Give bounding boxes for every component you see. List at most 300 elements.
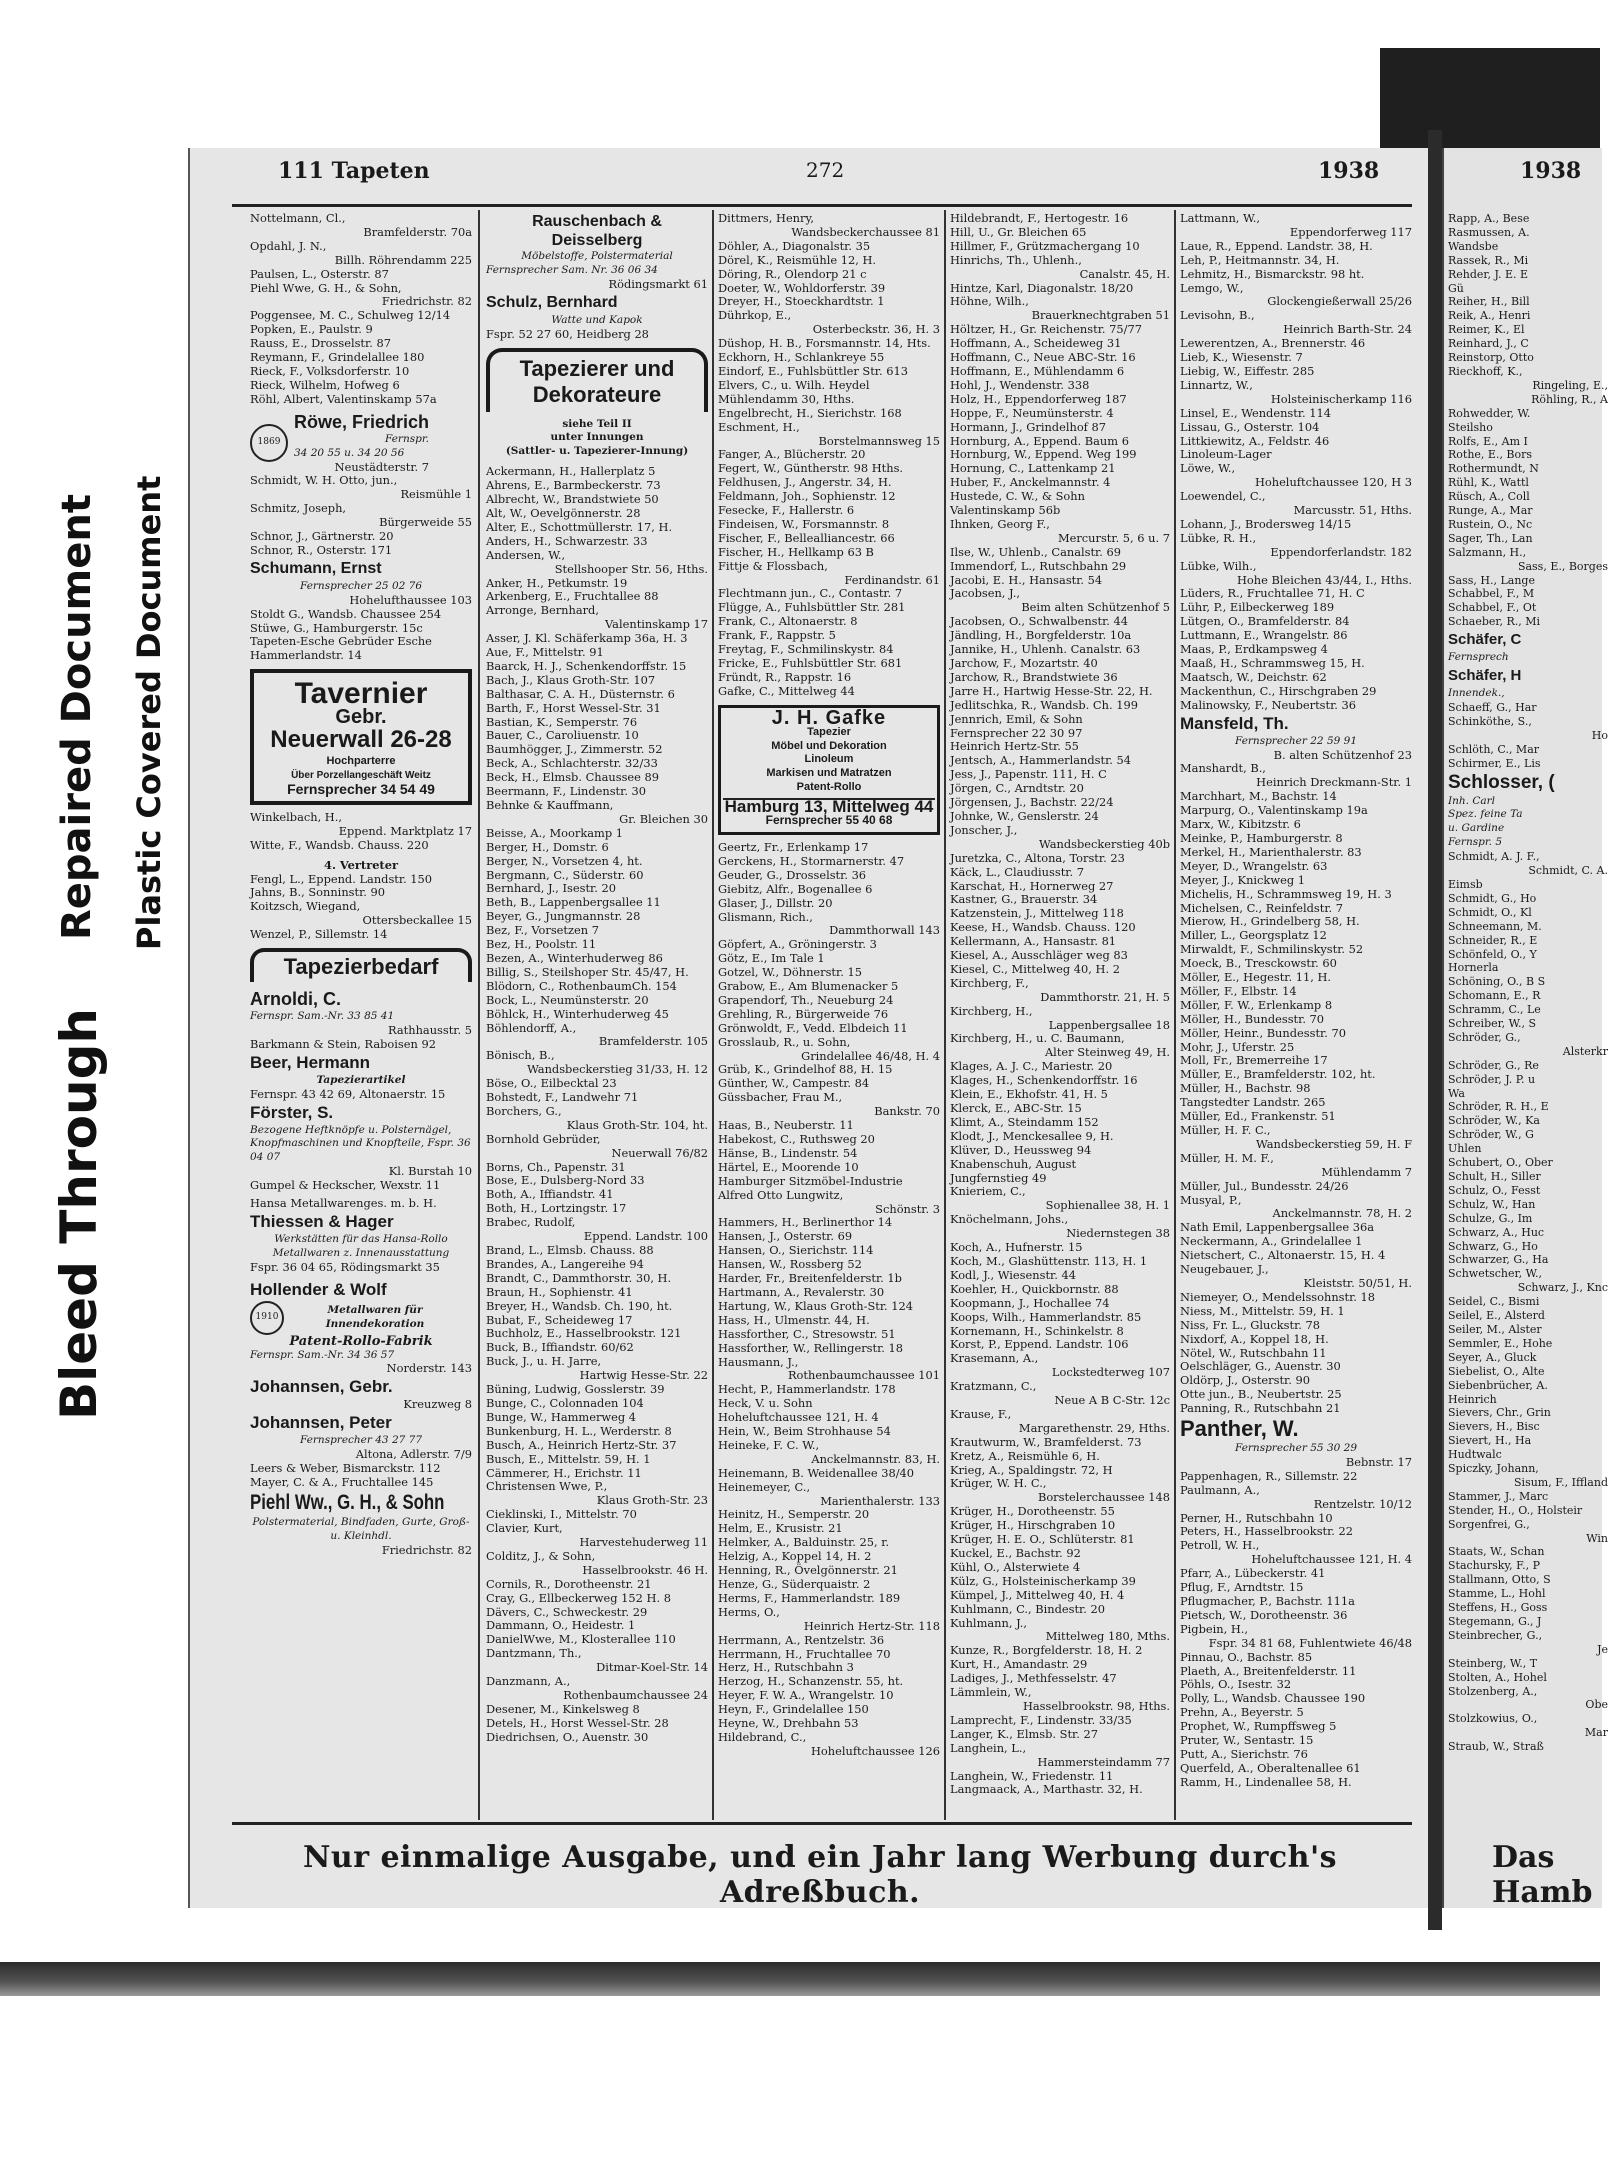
directory-entry: Bunge, W., Hammerweg 4 bbox=[486, 1409, 637, 1424]
directory-entry: Runge, A., Mar bbox=[1448, 504, 1533, 518]
directory-entry: Paulsen, L., Osterstr. 87 bbox=[250, 266, 389, 281]
directory-entry: Grapendorf, Th., Neueburg 24 bbox=[718, 992, 894, 1007]
directory-entry: Hansen, W., Rossberg 52 bbox=[718, 1257, 862, 1272]
directory-entry: Linoleum-Lager bbox=[1180, 447, 1272, 462]
directory-entry: Levisohn, B., bbox=[1180, 308, 1255, 323]
directory-entry: Geertz, Fr., Erlenkamp 17 bbox=[718, 839, 869, 854]
entry-list bbox=[250, 873, 472, 943]
directory-entry: Busch, A., Heinrich Hertz-Str. 37 bbox=[486, 1437, 677, 1452]
directory-entry: Juretzka, C., Altona, Torstr. 23 bbox=[950, 850, 1125, 865]
directory-entry: Peters, H., Hasselbrookstr. 22 bbox=[1180, 1524, 1354, 1539]
directory-entry: Polly, L., Wandsb. Chaussee 190 bbox=[1180, 1691, 1366, 1706]
johannsen-peter-address: Altona, Adlerstr. 7/9 bbox=[355, 1447, 472, 1462]
directory-entry: Hasselbrookstr. 98, Hths. bbox=[1022, 1698, 1170, 1713]
entry-list bbox=[950, 212, 1170, 1797]
directory-entry: Mittelweg 180, Mths. bbox=[1045, 1629, 1170, 1644]
directory-entry: Spiczky, Johann, bbox=[1448, 1462, 1539, 1476]
directory-entry: Kornemann, H., Schinkelstr. 8 bbox=[950, 1323, 1124, 1338]
directory-entry: Winkelbach, H., bbox=[250, 809, 342, 824]
directory-entry: Lütgen, O., Bramfelderstr. 84 bbox=[1180, 614, 1350, 629]
book-gutter bbox=[1428, 130, 1442, 1930]
directory-entry: Popken, E., Paulstr. 9 bbox=[250, 322, 373, 337]
directory-entry: Gotzel, W., Döhnerstr. 15 bbox=[718, 965, 862, 980]
directory-entry: Plaeth, A., Breitenfelderstr. 11 bbox=[1180, 1663, 1357, 1678]
directory-entry: Siebenbrücher, A. bbox=[1448, 1378, 1548, 1392]
directory-entry: Schöning, O., B S bbox=[1448, 975, 1546, 989]
directory-entry: Jungfernstieg 49 bbox=[950, 1170, 1047, 1185]
directory-entry: Jarchow, R., Brandstwiete 36 bbox=[950, 669, 1118, 684]
directory-entry: Hornburg, W., Eppend. Weg 199 bbox=[950, 447, 1137, 462]
directory-entry: Hintze, Karl, Diagonalstr. 18/20 bbox=[950, 280, 1134, 295]
directory-entry: Mühlendamm 30, Hths. bbox=[718, 391, 855, 406]
directory-entry: Margarethenstr. 29, Hths. bbox=[1018, 1420, 1170, 1435]
directory-entry: Schwarz, G., Ho bbox=[1448, 1239, 1538, 1253]
directory-entry: Grehling, R., Bürgerweide 76 bbox=[718, 1006, 889, 1021]
directory-entry: Hammerlandstr. 14 bbox=[250, 648, 362, 663]
directory-entry: Külz, G., Holsteinischerkamp 39 bbox=[950, 1573, 1136, 1588]
page-number: 272 bbox=[806, 158, 845, 182]
directory-entry: Valentinskamp 17 bbox=[605, 617, 708, 632]
directory-entry: Hecht, P., Hammerlandstr. 178 bbox=[718, 1382, 896, 1397]
directory-entry: Götz, E., Im Tale 1 bbox=[718, 951, 825, 966]
directory-entry: Pinnau, O., Bachstr. 85 bbox=[1180, 1649, 1313, 1664]
directory-entry: Hohe Bleichen 43/44, I., Hths. bbox=[1236, 572, 1412, 587]
rowe-entry bbox=[250, 411, 472, 475]
directory-entry: Harder, Fr., Breitenfelderstr. 1b bbox=[718, 1271, 902, 1286]
directory-entry: Poggensee, M. C., Schulweg 12/14 bbox=[250, 308, 451, 323]
thiessen-name: Thiessen & Hager bbox=[250, 1211, 394, 1231]
directory-entry: Schabbel, F., Ot bbox=[1448, 601, 1537, 615]
directory-entry: Flügge, A., Fuhlsbüttler Str. 281 bbox=[718, 600, 906, 615]
directory-entry: Eppendorferweg 117 bbox=[1289, 224, 1412, 239]
directory-entry: Hartung, W., Klaus Groth-Str. 124 bbox=[718, 1298, 913, 1313]
directory-entry: Lehmitz, H., Bismarckstr. 98 ht. bbox=[1180, 266, 1365, 281]
panther-phone: Fernsprecher 55 30 29 bbox=[1234, 1442, 1358, 1455]
directory-entry: Fricke, E., Fuhlsbüttler Str. 681 bbox=[718, 656, 903, 670]
directory-entry: Braun, H., Sophienstr. 41 bbox=[486, 1284, 633, 1299]
directory-entry: Linsel, E., Wendenstr. 114 bbox=[1180, 405, 1332, 420]
directory-entry: Wa bbox=[1448, 1086, 1465, 1100]
directory-entry: Hornerla bbox=[1448, 961, 1499, 975]
forster-desc: Bezogene Heftknöpfe u. Polsternägel, Knopfmaschinen und Knopfteile, Fspr. 36 04 07 bbox=[250, 1123, 471, 1164]
directory-entry: Uhlen bbox=[1448, 1142, 1482, 1156]
directory-entry: Dävers, C., Schweckestr. 29 bbox=[486, 1604, 648, 1619]
directory-entry: Balthasar, C. A. H., Düsternstr. 6 bbox=[486, 686, 675, 701]
entry-list bbox=[1180, 762, 1412, 1416]
directory-entry: Jess, J., Papenstr. 111, H. C bbox=[950, 767, 1107, 782]
repaired-document-label: Repaired Document bbox=[54, 494, 100, 940]
directory-entry: Hammers, H., Berlinerthor 14 bbox=[718, 1215, 893, 1230]
directory-entry: Klerck, E., ABC-Str. 15 bbox=[950, 1101, 1082, 1115]
directory-entry: Koehler, H., Quickbornstr. 88 bbox=[950, 1281, 1119, 1296]
hollender-address: Norderstr. 143 bbox=[386, 1361, 472, 1376]
directory-entry: DanielWwe, M., Klosterallee 110 bbox=[486, 1632, 676, 1647]
directory-entry: Rassek, R., Mi bbox=[1448, 253, 1529, 267]
directory-entry: Reismühle 1 bbox=[400, 487, 472, 502]
directory-entry: Petroll, W. H., bbox=[1180, 1538, 1260, 1553]
directory-entry: Hoppe, F., Neumünsterstr. 4 bbox=[950, 405, 1114, 420]
directory-entry: Obe bbox=[1585, 1698, 1608, 1712]
directory-entry: Littkiewitz, A., Feldstr. 46 bbox=[1180, 433, 1330, 448]
directory-entry: Bunge, C., Colonnaden 104 bbox=[486, 1395, 644, 1410]
directory-entry: Nath Emil, Lappenbergsallee 36a bbox=[1180, 1220, 1375, 1235]
directory-entry: Asser, J. Kl. Schäferkamp 36a, H. 3 bbox=[486, 631, 688, 646]
next-page-column bbox=[1448, 212, 1608, 1754]
directory-entry: Herms, O., bbox=[718, 1604, 780, 1619]
rauschenbach-desc: Möbelstoffe, Polstermaterial bbox=[521, 250, 673, 262]
directory-entry: Win bbox=[1586, 1531, 1608, 1545]
arnoldi-address: Rathhausstr. 5 bbox=[388, 1022, 472, 1037]
column-separator bbox=[712, 210, 714, 1820]
directory-entry: Findeisen, W., Forsmannstr. 8 bbox=[718, 516, 890, 531]
directory-entry: Neue A B C-Str. 12c bbox=[1054, 1393, 1170, 1408]
directory-entry: Mackenthun, C., Hirschgraben 29 bbox=[1180, 683, 1377, 698]
directory-entry: Schirmer, E., Lis bbox=[1448, 756, 1541, 770]
directory-entry: Bez, H., Poolstr. 11 bbox=[486, 937, 597, 952]
directory-entry: Ringeling, E., bbox=[1532, 378, 1608, 392]
directory-entry: Prehn, A., Beyerstr. 5 bbox=[1180, 1705, 1304, 1720]
directory-entry: Fernspr. 5 bbox=[1448, 836, 1503, 849]
directory-entry: Rauss, E., Drosselstr. 87 bbox=[250, 336, 391, 351]
directory-entry: Stamme, L., Hohl bbox=[1448, 1587, 1546, 1601]
directory-entry: Stegemann, G., J bbox=[1448, 1615, 1542, 1628]
directory-entry: Sievers, H., Bisc bbox=[1448, 1420, 1540, 1434]
directory-entry: Arronge, Bernhard, bbox=[486, 603, 599, 618]
directory-entry: Grabow, E., Am Blumenacker 5 bbox=[718, 979, 899, 994]
directory-entry: Schröder, W., Ka bbox=[1448, 1114, 1540, 1128]
tapezierer-title: Tapezierer und bbox=[519, 355, 675, 381]
directory-entry: Kretz, A., Reismühle 6, H. bbox=[950, 1448, 1100, 1463]
directory-entry: Laue, R., Eppend. Landstr. 38, H. bbox=[1180, 238, 1373, 253]
gafke-title: J. H. Gafke bbox=[771, 706, 887, 729]
johannsen-peter-phone: Fernsprecher 43 27 77 bbox=[299, 1434, 423, 1447]
directory-entry: Jacobi, E. H., Hansastr. 54 bbox=[950, 572, 1103, 587]
directory-entry: Gerckens, H., Stormarnerstr. 47 bbox=[718, 853, 905, 868]
directory-entry: Witte, F., Wandsb. Chauss. 220 bbox=[250, 837, 429, 852]
directory-entry: Ditmar-Koel-Str. 14 bbox=[596, 1660, 708, 1675]
directory-entry: Staats, W., Schan bbox=[1448, 1545, 1545, 1559]
directory-entry: Schinköthe, S., bbox=[1448, 714, 1532, 728]
directory-entry: Leers & Weber, Bismarckstr. 112 bbox=[250, 1461, 441, 1476]
directory-entry: Schönfeld, O., Y bbox=[1448, 947, 1537, 961]
directory-entry: Harvestehuderweg 11 bbox=[579, 1535, 708, 1550]
directory-entry: Kuckel, E., Bachstr. 92 bbox=[950, 1546, 1081, 1560]
directory-entry: Eschment, H., bbox=[718, 419, 800, 434]
directory-entry: Lamprecht, F., Lindenstr. 33/35 bbox=[950, 1712, 1132, 1727]
directory-entry: Seilel, E., Alsterd bbox=[1448, 1309, 1545, 1323]
barkmann-entry: Barkmann & Stein, Raboisen 92 bbox=[250, 1036, 436, 1051]
directory-entry: Hudtwalc bbox=[1448, 1448, 1502, 1462]
directory-entry: Cray, G., Ellbeckerweg 152 H. 8 bbox=[486, 1590, 671, 1605]
directory-entry: u. Gardine bbox=[1448, 822, 1505, 835]
tavernier-floor: Hochparterre bbox=[326, 755, 396, 768]
directory-entry: Stallmann, Otto, S bbox=[1448, 1573, 1551, 1587]
directory-entry: Beisse, A., Moorkamp 1 bbox=[486, 825, 623, 840]
directory-entry: Nottelmann, Cl., bbox=[250, 211, 346, 225]
directory-entry: Henze, G., Süderquaistr. 2 bbox=[718, 1577, 871, 1591]
directory-entry: Steffens, H., Goss bbox=[1448, 1601, 1548, 1615]
directory-entry: Reik, A., Henri bbox=[1448, 309, 1531, 323]
directory-entry: Herrmann, H., Fruchtallee 70 bbox=[718, 1646, 891, 1661]
bleed-through-label: Bleed Through bbox=[50, 1008, 108, 1420]
mansfeld-phone: Fernsprecher 22 59 91 bbox=[1234, 734, 1358, 747]
directory-entry: Klages, H., Schenkendorffstr. 16 bbox=[950, 1073, 1138, 1088]
directory-entry: Heck, V. u. Sohn bbox=[718, 1396, 813, 1411]
directory-entry: Osterbeckstr. 36, H. 3 bbox=[812, 322, 940, 337]
directory-entry: Bramfelderstr. 105 bbox=[598, 1034, 708, 1049]
directory-entry: Schulz, O., Fesst bbox=[1448, 1183, 1541, 1197]
directory-entry: Kirchberg, H., u. C. Baumann, bbox=[950, 1031, 1125, 1046]
directory-entry: Röhl, Albert, Valentinskamp 57a bbox=[250, 391, 437, 406]
directory-entry: Billh. Röhrendamm 225 bbox=[334, 252, 472, 267]
directory-entry: Ho bbox=[1591, 728, 1608, 742]
directory-entry: Ilse, W., Uhlenb., Canalstr. 69 bbox=[950, 544, 1121, 559]
directory-entry: Schramm, C., Le bbox=[1448, 1003, 1541, 1017]
column-4 bbox=[950, 212, 1170, 1812]
directory-entry: Güssbacher, Frau M., bbox=[718, 1090, 843, 1105]
directory-entry: Habekost, C., Ruthsweg 20 bbox=[718, 1132, 875, 1146]
tavernier-sub: Gebr. bbox=[335, 706, 387, 729]
rowe-seal-icon: 1869 bbox=[250, 424, 288, 462]
directory-entry: Mühlendamm 7 bbox=[1321, 1164, 1412, 1179]
directory-entry: Luttmann, E., Wrangelstr. 86 bbox=[1180, 628, 1348, 643]
directory-entry: Nixdorf, A., Koppel 18, H. bbox=[1180, 1331, 1329, 1346]
directory-entry: Klein, E., Ekhofstr. 41, H. 5 bbox=[950, 1087, 1108, 1102]
directory-entry: Frank, C., Altonaerstr. 8 bbox=[718, 614, 858, 629]
directory-entry: Kiesel, C., Mittelweg 40, H. 2 bbox=[950, 961, 1120, 976]
directory-entry: Düshop, H. B., Forsmannstr. 14, Hts. bbox=[718, 336, 931, 351]
directory-entry: Andersen, W., bbox=[486, 547, 566, 562]
entry-list bbox=[486, 465, 708, 1744]
arnoldi-name: Arnoldi, C. bbox=[250, 988, 341, 1009]
directory-entry: Krasemann, A., bbox=[950, 1351, 1039, 1366]
directory-entry: Doeter, W., Wohldorferstr. 39 bbox=[718, 280, 886, 295]
directory-entry: Cornils, R., Dorotheenstr. 21 bbox=[486, 1576, 652, 1591]
directory-entry: Rühl, K., Wattl bbox=[1448, 476, 1529, 490]
directory-entry: Kuhlmann, C., Bindestr. 20 bbox=[950, 1601, 1105, 1616]
directory-entry: Billig, S., Steilshoper Str. 45/47, H. bbox=[486, 964, 689, 979]
directory-entry: Hoheluftchaussee 121, H. 4 bbox=[1251, 1552, 1412, 1567]
directory-entry: Göpfert, A., Gröningerstr. 3 bbox=[718, 937, 877, 952]
directory-entry: Fischer, F., Bellealliancestr. 66 bbox=[718, 530, 895, 545]
directory-entry: Mirwaldt, F., Schmilinskystr. 52 bbox=[1180, 942, 1364, 957]
directory-entry: Schröder, W., G bbox=[1448, 1128, 1534, 1142]
directory-entry: Eppend. Landstr. 100 bbox=[583, 1229, 708, 1244]
directory-entry: Schröder, G., bbox=[1448, 1030, 1521, 1044]
directory-entry: Rolfs, E., Am I bbox=[1448, 434, 1528, 448]
directory-entry: Lühr, P., Eilbeckerweg 189 bbox=[1180, 600, 1335, 615]
directory-entry: Anders, H., Schwarzestr. 33 bbox=[486, 533, 648, 548]
rowe-name: Röwe, Friedrich bbox=[294, 411, 430, 432]
directory-entry: Friedrichstr. 82 bbox=[381, 294, 472, 309]
schulz-phone: Fspr. 52 27 60, Heidberg 28 bbox=[486, 326, 649, 341]
directory-entry: Koitzsch, Wiegand, bbox=[250, 899, 361, 914]
hollender-sub: Metallwaren für Innendekoration bbox=[325, 1303, 425, 1330]
directory-entry: Herz, H., Rutschbahn 3 bbox=[718, 1660, 854, 1675]
directory-entry: Koopmann, J., Hochallee 74 bbox=[950, 1295, 1110, 1310]
directory-entry: Steinbrecher, G., bbox=[1448, 1628, 1543, 1642]
directory-entry: Kuhlmann, J., bbox=[950, 1615, 1028, 1630]
directory-entry: Bezen, A., Winterhuderweg 86 bbox=[486, 950, 663, 965]
directory-entry: Jändling, H., Borgfelderstr. 10a bbox=[950, 628, 1132, 643]
directory-entry: Glaser, J., Dillstr. 20 bbox=[718, 895, 833, 910]
directory-entry: Piehl Wwe, G. H., & Sohn, bbox=[250, 280, 402, 295]
directory-entry: Hoffmann, A., Scheideweg 31 bbox=[950, 336, 1122, 351]
next-page-footer: Das Hamb bbox=[1492, 1840, 1593, 1910]
directory-entry: Buck, B., Iffiandstr. 60/62 bbox=[486, 1340, 634, 1355]
hollender-block bbox=[250, 1301, 472, 1335]
directory-entry: Hillmer, F., Grützmachergang 10 bbox=[950, 238, 1140, 253]
directory-entry: Stammer, J., Marc bbox=[1448, 1489, 1549, 1503]
directory-entry: Hill, U., Gr. Bleichen 65 bbox=[950, 224, 1087, 239]
directory-entry: Freytag, F., Schmilinskystr. 84 bbox=[718, 642, 894, 657]
hollender-name: Hollender & Wolf bbox=[250, 1279, 387, 1299]
directory-entry: Keese, H., Wandsb. Chauss. 120 bbox=[950, 920, 1136, 935]
directory-entry: Lattmann, W., bbox=[1180, 211, 1260, 225]
tavernier-ad bbox=[250, 669, 472, 805]
directory-entry: Beck, A., Schlachterstr. 32/33 bbox=[486, 756, 658, 771]
directory-entry: Rustein, O., Nc bbox=[1448, 517, 1533, 531]
entry-list bbox=[718, 841, 940, 1759]
directory-entry: Brabec, Rudolf, bbox=[486, 1215, 576, 1230]
directory-entry: Straub, W., Straß bbox=[1448, 1740, 1544, 1754]
directory-entry: Geuder, G., Drosselstr. 36 bbox=[718, 867, 867, 882]
directory-entry: Hartwig Hesse-Str. 22 bbox=[579, 1368, 708, 1383]
directory-entry: Spez. feine Ta bbox=[1448, 808, 1523, 821]
tapezierer-under: unter Innungen bbox=[550, 431, 644, 444]
scan-bottom-shadow bbox=[0, 1962, 1600, 1996]
column-2 bbox=[486, 212, 708, 1812]
directory-entry: Maas, P., Erdkampsweg 4 bbox=[1180, 642, 1328, 657]
directory-entry: Schwarz, A., Huc bbox=[1448, 1225, 1545, 1239]
directory-entry: Sager, Th., Lan bbox=[1448, 531, 1533, 545]
directory-entry: Möller, F. W., Erlenkamp 8 bbox=[1180, 997, 1333, 1012]
directory-entry: Steinberg, W., T bbox=[1448, 1656, 1538, 1670]
directory-entry: Valentinskamp 56b bbox=[950, 503, 1061, 518]
rowe-phone-label: Fernspr. bbox=[385, 432, 430, 445]
forster-address: Kl. Burstah 10 bbox=[388, 1164, 472, 1179]
column-1 bbox=[250, 212, 472, 1812]
gafke-ad bbox=[718, 705, 940, 835]
directory-entry: Ramm, H., Lindenallee 58, H. bbox=[1180, 1774, 1352, 1789]
directory-entry: Härtel, E., Moorende 10 bbox=[718, 1159, 859, 1174]
mansfeld-address: B. alten Schützenhof 23 bbox=[1273, 747, 1412, 762]
directory-entry: Hansen, J., Osterstr. 69 bbox=[718, 1229, 853, 1244]
rowe-address: Neustädterstr. 7 bbox=[334, 459, 430, 474]
directory-entry: Schreiber, W., S bbox=[1448, 1017, 1537, 1031]
entry-list bbox=[250, 1462, 472, 1490]
directory-entry: Detels, H., Horst Wessel-Str. 28 bbox=[486, 1715, 669, 1730]
directory-entry: Beth, B., Lappenbergsallee 11 bbox=[486, 895, 661, 910]
directory-entry: Schröder, G., Re bbox=[1448, 1058, 1539, 1072]
directory-entry: Schmidt, C. A. bbox=[1528, 864, 1608, 878]
beer-sub: Tapezierartikel bbox=[316, 1073, 406, 1086]
directory-entry: Heyn, F., Grindelallee 150 bbox=[718, 1702, 869, 1717]
directory-entry: Lübke, Wilh., bbox=[1180, 558, 1257, 573]
directory-entry: Kirchberg, F., bbox=[950, 975, 1029, 990]
directory-entry: Loewendel, C., bbox=[1180, 489, 1266, 504]
directory-entry: Schulze, G., Im bbox=[1448, 1211, 1533, 1225]
directory-entry: Ladiges, J., Methfesselstr. 47 bbox=[950, 1671, 1117, 1686]
directory-entry: Neckermann, A., Grindelallee 1 bbox=[1180, 1234, 1363, 1249]
directory-entry: Dreyer, H., Stoeckhardtstr. 1 bbox=[718, 294, 885, 309]
directory-entry: Dammann, O., Heidestr. 1 bbox=[486, 1618, 636, 1633]
schumann-phone: Fernsprecher 25 02 76 bbox=[299, 579, 423, 592]
tapezierer-banner bbox=[486, 348, 708, 412]
directory-entry: Lockstedterweg 107 bbox=[1051, 1365, 1170, 1380]
directory-entry: Miller, L., Georgsplatz 12 bbox=[1180, 928, 1327, 943]
gafke-line3: Möbel und Dekoration bbox=[771, 739, 887, 752]
directory-entry: Wandsbeckerstieg 40b bbox=[1039, 836, 1170, 851]
directory-entry: Sievers, Chr., Grin bbox=[1448, 1406, 1551, 1420]
directory-entry: Kiesel, A., Ausschläger weg 83 bbox=[950, 948, 1128, 963]
directory-entry: Wandsbe bbox=[1448, 239, 1499, 253]
directory-entry: Krüger, H., Hirschgraben 10 bbox=[950, 1518, 1116, 1533]
directory-entry: Hass, H., Ulmenstr. 44, H. bbox=[718, 1312, 870, 1327]
directory-entry: Hausmann, J., bbox=[718, 1354, 799, 1369]
thiessen-phone: Fspr. 36 04 65, Rödingsmarkt 35 bbox=[250, 1259, 440, 1274]
directory-entry: Hoheluftchaussee 126 bbox=[810, 1743, 940, 1758]
directory-entry: Schönstr. 3 bbox=[875, 1201, 940, 1216]
directory-entry: Perner, H., Rutschbahn 10 bbox=[1180, 1510, 1333, 1525]
directory-entry: Tangstedter Landstr. 265 bbox=[1180, 1095, 1326, 1110]
directory-entry: Alter, E., Schottmüllerstr. 17, H. bbox=[486, 519, 673, 534]
directory-entry: Marcusstr. 51, Hths. bbox=[1293, 503, 1412, 518]
directory-entry: Möller, Heinr., Bundesstr. 70 bbox=[1180, 1025, 1346, 1040]
directory-entry: Sisum, F., Iffland bbox=[1514, 1475, 1608, 1489]
directory-entry: Helzig, A., Koppel 14, H. 2 bbox=[718, 1549, 872, 1564]
directory-entry: Beermann, F., Lindenstr. 30 bbox=[486, 784, 647, 799]
directory-entry: Seidel, C., Bismi bbox=[1448, 1295, 1540, 1309]
directory-entry: Wandsbeckerstieg 59, H. F bbox=[1255, 1136, 1412, 1151]
directory-entry: Beck, H., Elmsb. Chaussee 89 bbox=[486, 770, 660, 785]
tapezierbedarf-title: Tapezierbedarf bbox=[283, 954, 439, 980]
directory-entry: Hassforther, C., Stresowstr. 51 bbox=[718, 1326, 896, 1341]
directory-entry: Hildebrand, C., bbox=[718, 1729, 807, 1744]
directory-entry: Rieck, Wilhelm, Hofweg 6 bbox=[250, 377, 400, 392]
directory-entry: Ferdinandstr. 61 bbox=[844, 572, 940, 587]
directory-entry: Lemgo, W., bbox=[1180, 280, 1244, 295]
next-schafer-h-sub: Innendek., bbox=[1448, 687, 1505, 700]
directory-entry: Diedrichsen, O., Auenstr. 30 bbox=[486, 1729, 649, 1744]
directory-entry: Pöhls, O., Isestr. 32 bbox=[1180, 1677, 1292, 1692]
directory-entry: Flechtmann jun., C., Contastr. 7 bbox=[718, 586, 903, 601]
directory-entry: Krüger, H. E. O., Schlüterstr. 81 bbox=[950, 1532, 1135, 1547]
gafke-phone: Fernsprecher 55 40 68 bbox=[765, 813, 893, 828]
directory-entry: Paulmann, A., bbox=[1180, 1482, 1260, 1497]
directory-entry: Borstelerchaussee 148 bbox=[1037, 1490, 1170, 1505]
directory-entry: Tapeten-Esche Gebrüder Esche bbox=[250, 634, 432, 649]
directory-entry: Günther, W., Campestr. 84 bbox=[718, 1076, 870, 1091]
entry-list bbox=[1448, 850, 1608, 1754]
directory-entry: Kühl, O., Alsterwiete 4 bbox=[950, 1559, 1081, 1574]
directory-entry: Engelbrecht, H., Sierichstr. 168 bbox=[718, 405, 902, 420]
johannsen-peter-name: Johannsen, Peter bbox=[250, 1413, 392, 1433]
directory-entry: Merkel, H., Marienthalerstr. 83 bbox=[1180, 844, 1362, 859]
directory-entry: Höhne, Wilh., bbox=[950, 294, 1029, 309]
directory-entry: Malinowsky, F., Neubertstr. 36 bbox=[1180, 697, 1357, 712]
directory-entry: Klaus Groth-Str. 104, ht. bbox=[566, 1117, 708, 1132]
directory-entry: Grosslaub, R., u. Sohn, bbox=[718, 1034, 851, 1049]
beer-name: Beer, Hermann bbox=[250, 1052, 370, 1072]
directory-entry: Schomann, E., R bbox=[1448, 989, 1541, 1003]
directory-entry: Anckelmannstr. 78, H. 2 bbox=[1272, 1206, 1412, 1221]
directory-entry: Müller, E., Bramfelderstr. 102, ht. bbox=[1180, 1067, 1376, 1082]
directory-entry: Fernsprecher 22 30 97 bbox=[950, 725, 1083, 740]
directory-entry: Borns, Ch., Papenstr. 31 bbox=[486, 1159, 626, 1174]
directory-entry: Feldmann, Joh., Sophienstr. 12 bbox=[718, 489, 896, 504]
directory-entry: Ahrens, E., Barmbeckerstr. 73 bbox=[486, 478, 661, 493]
